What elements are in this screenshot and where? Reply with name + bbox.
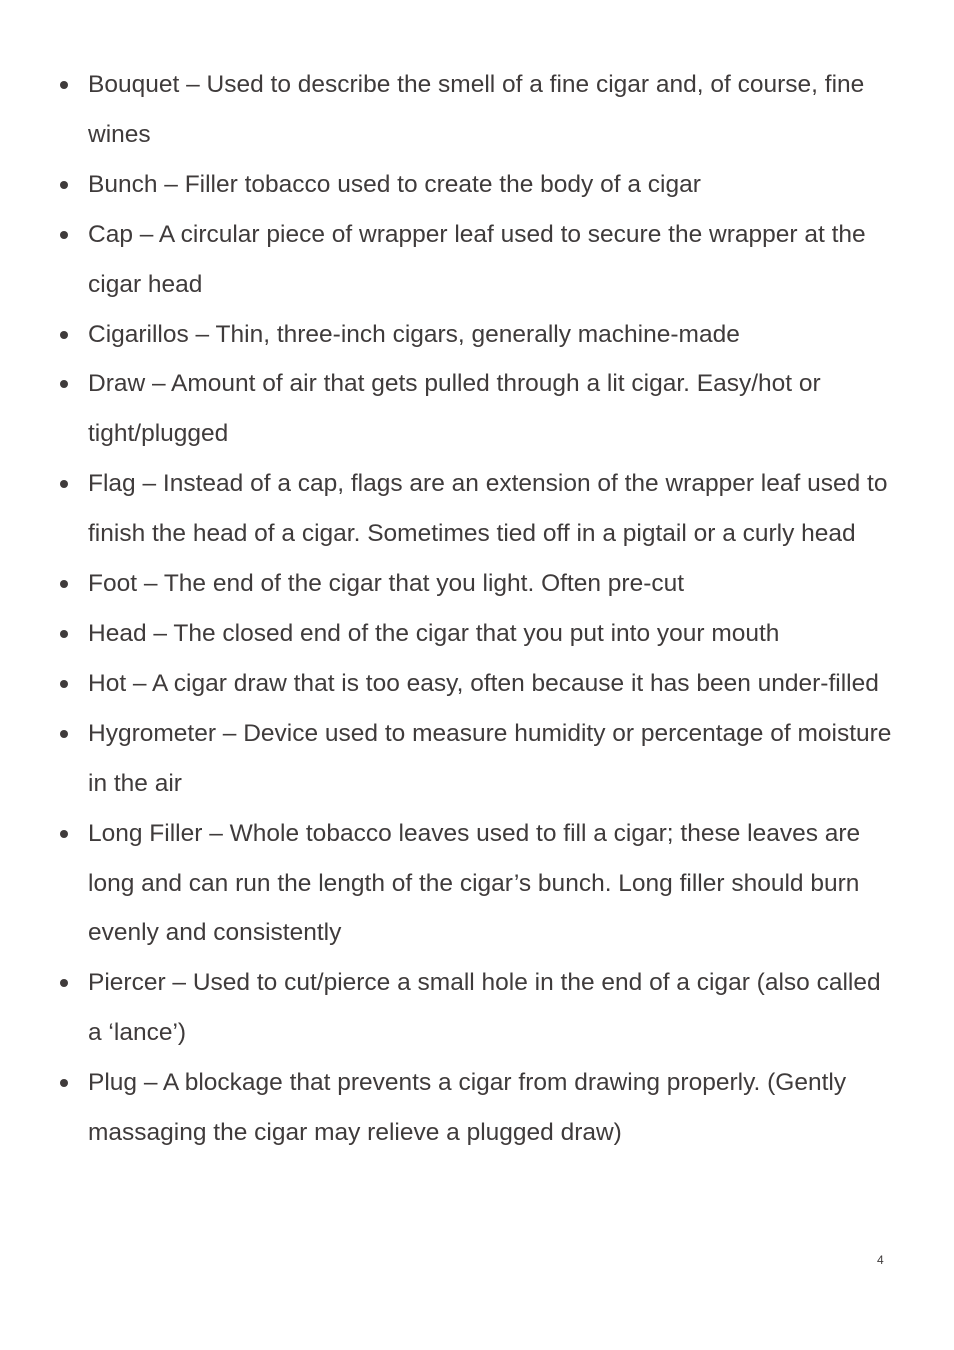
glossary-item-foot: Foot – The end of the cigar that you light. Often pre-cut: [0, 559, 954, 609]
glossary-item-piercer: Piercer – Used to cut/pierce a small hole in the end of a cigar (also called a ‘lance’): [0, 958, 954, 1058]
page-number: 4: [877, 1253, 884, 1267]
glossary-list: [0, 60, 954, 1158]
glossary-item-plug: Plug – A blockage that prevents a cigar from drawing properly. (Gently massaging the cigar may relieve a plugged draw): [0, 1058, 954, 1158]
glossary-item-head: Head – The closed end of the cigar that you put into your mouth: [0, 609, 954, 659]
glossary-item-long-filler: Long Filler – Whole tobacco leaves used to fill a cigar; these leaves are long and can run the length of the cigar’s bunch. Long filler should burn evenly and consistently: [0, 809, 954, 959]
glossary-item-hygrometer: Hygrometer – Device used to measure humidity or percentage of moisture in the air: [0, 709, 954, 809]
glossary-item-flag: Flag – Instead of a cap, flags are an extension of the wrapper leaf used to finish the head of a cigar. Sometimes tied off in a pigtail or a curly head: [0, 459, 954, 559]
glossary-item-cap: Cap – A circular piece of wrapper leaf used to secure the wrapper at the cigar head: [0, 210, 954, 310]
glossary-item-cigarillos: Cigarillos – Thin, three-inch cigars, generally machine-made: [0, 310, 954, 360]
glossary-item-draw: Draw – Amount of air that gets pulled through a lit cigar. Easy/hot or tight/plugged: [0, 359, 954, 459]
glossary-item-hot: Hot – A cigar draw that is too easy, often because it has been under-filled: [0, 659, 954, 709]
glossary-item-bouquet: Bouquet – Used to describe the smell of a fine cigar and, of course, fine wines: [0, 60, 954, 160]
glossary-item-bunch: Bunch – Filler tobacco used to create the body of a cigar: [0, 160, 954, 210]
